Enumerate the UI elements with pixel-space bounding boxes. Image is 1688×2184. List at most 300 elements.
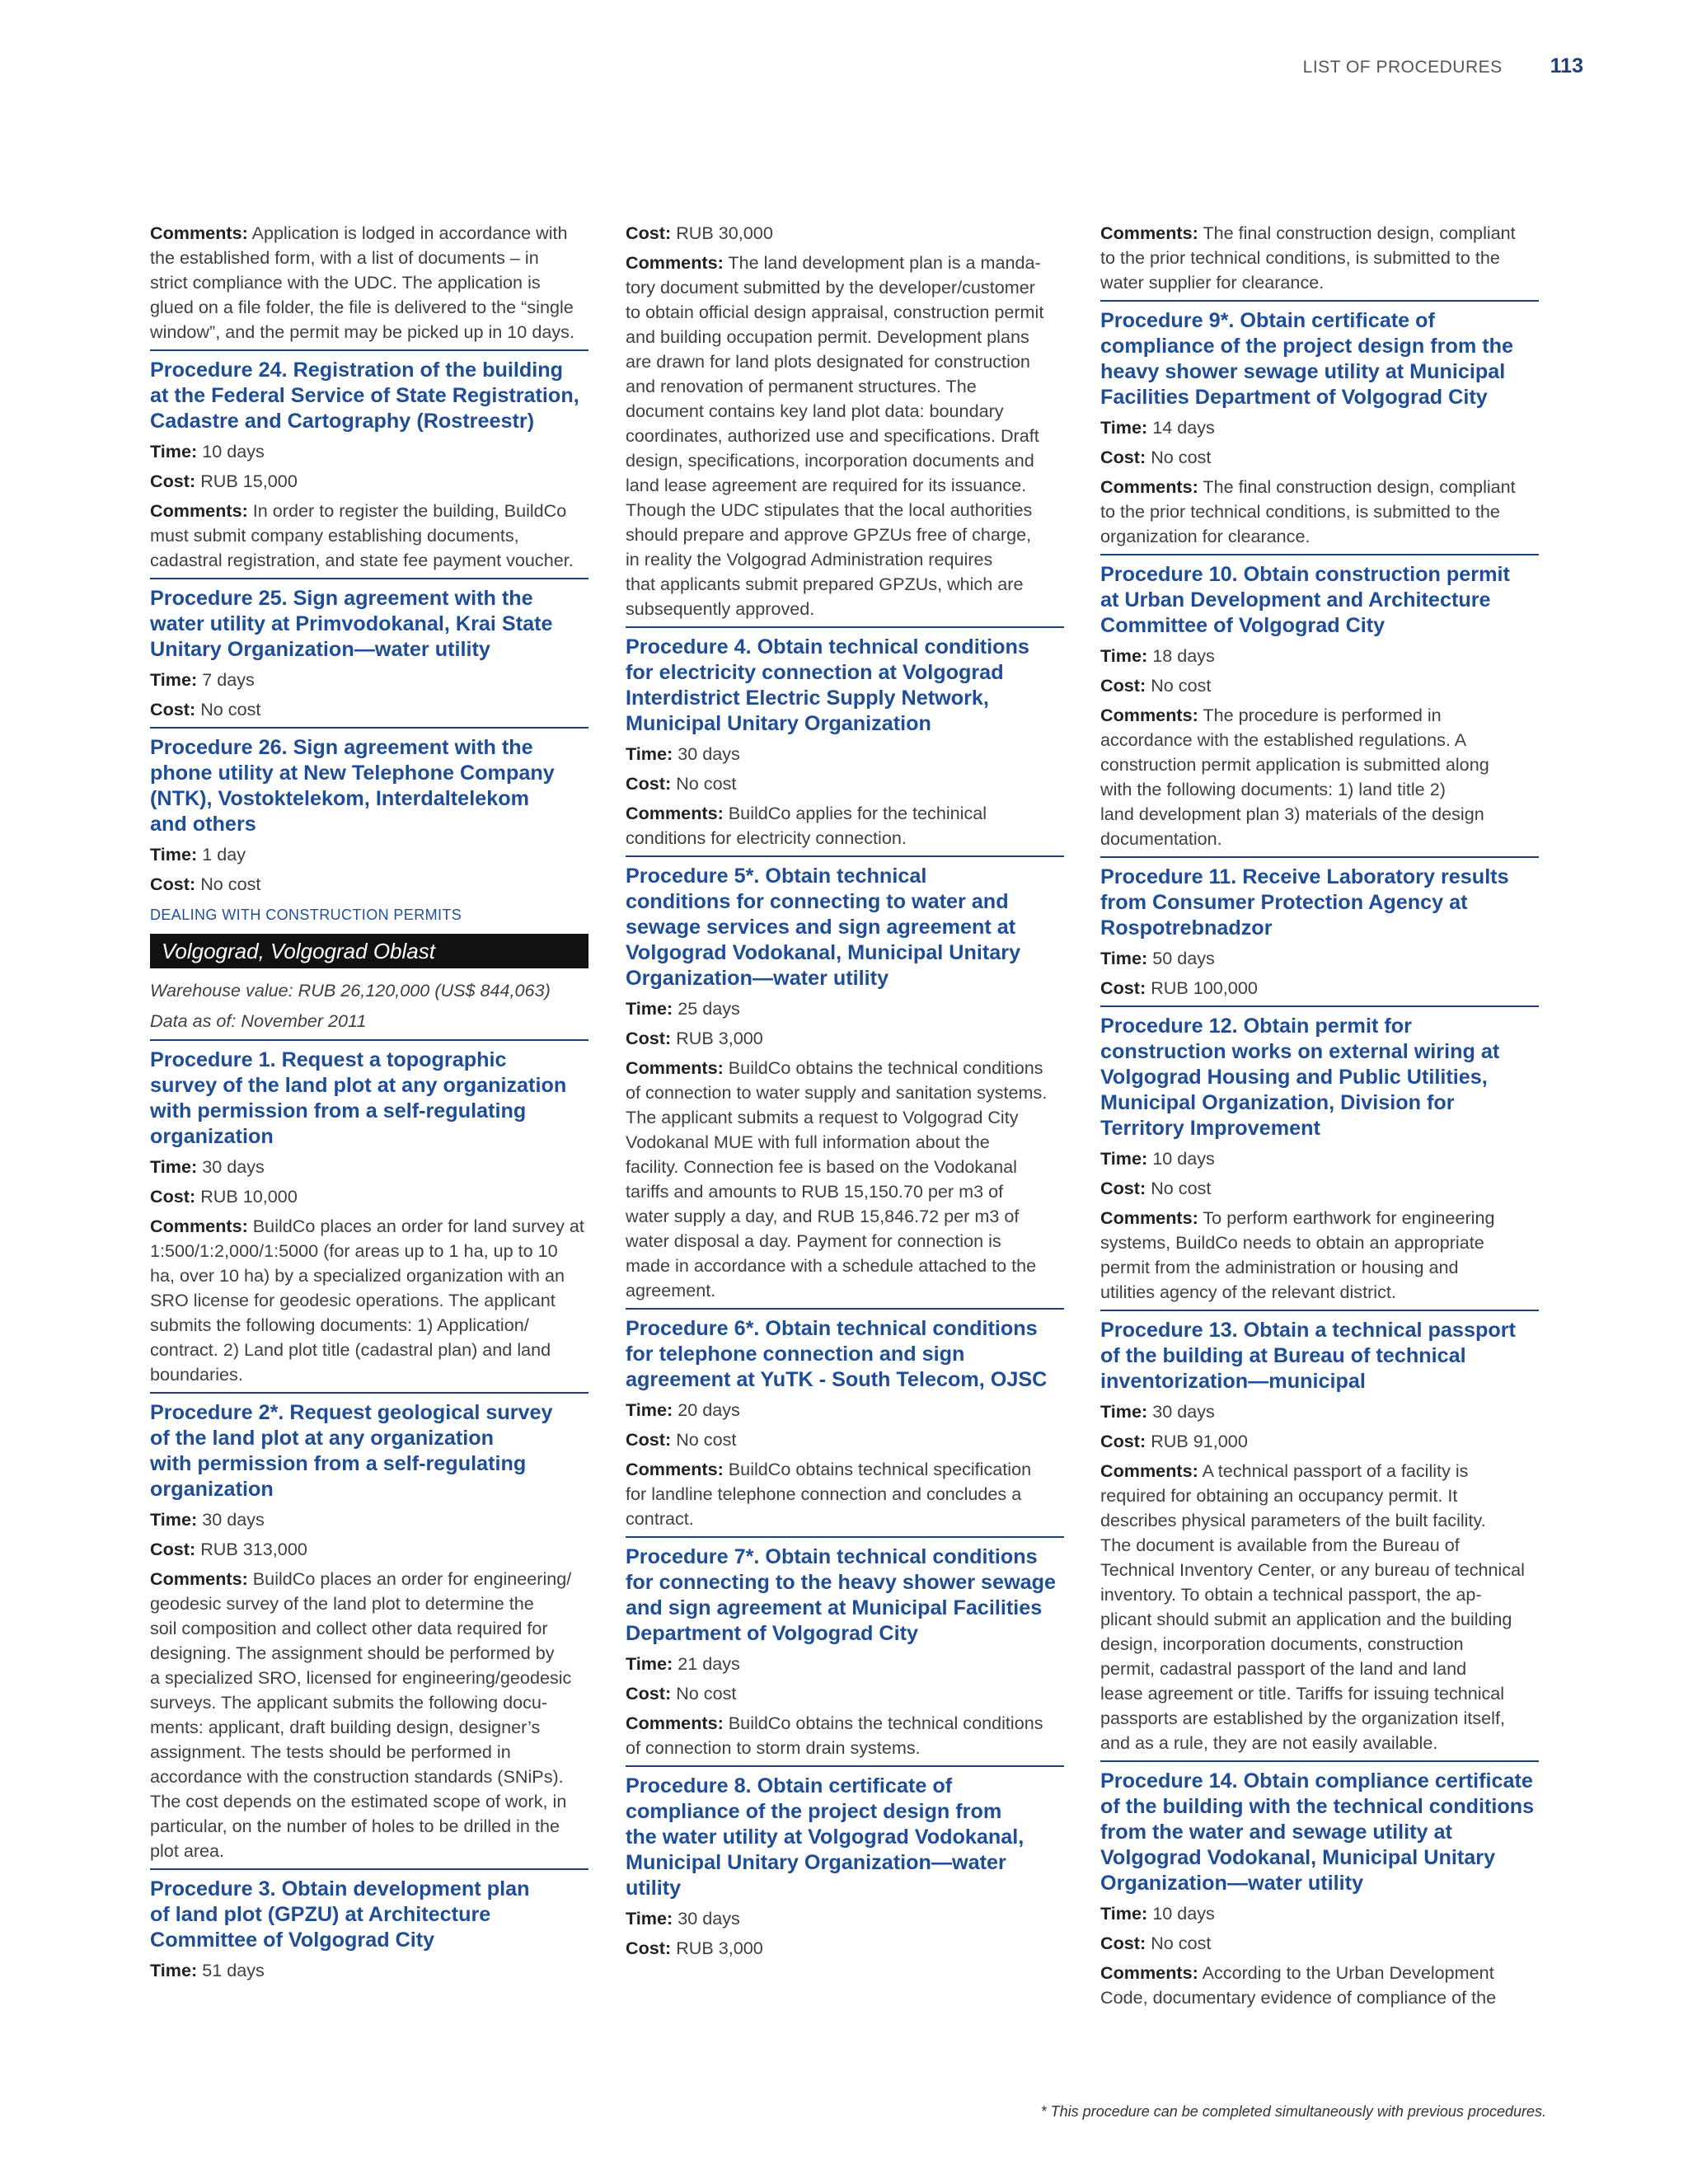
field-label: Cost: <box>626 223 672 243</box>
field-label: Time: <box>150 1509 198 1530</box>
text-line <box>626 325 1064 349</box>
procedure-heading-line: Organization—water utility <box>626 967 889 990</box>
text-column-1 <box>150 221 588 1988</box>
field-value: 30 days <box>202 1156 265 1177</box>
field-value: No cost <box>676 773 737 794</box>
cost-field <box>1100 1931 1539 1956</box>
time-field <box>626 742 1064 766</box>
text-line <box>626 275 1064 300</box>
field-label: Cost: <box>1100 1178 1146 1198</box>
procedure-heading-line: Municipal Organization, Division for <box>1100 1091 1455 1114</box>
field-label: Time: <box>150 441 198 462</box>
line-text: The applicant submits a request to Volgograd City <box>626 1107 1019 1127</box>
line-text: contract. 2) Land plot title (cadastral plan) and land <box>150 1339 551 1360</box>
line-text: and renovation of permanent structures. The <box>626 376 977 396</box>
text-line <box>626 1105 1064 1130</box>
line-text: BuildCo places an order for engineering/ <box>252 1568 572 1589</box>
field-label: Cost: <box>626 1938 672 1958</box>
field-label: Time: <box>1100 645 1148 666</box>
cost-field <box>1100 1176 1539 1201</box>
line-text: to the prior technical conditions, is submitted to the <box>1100 247 1500 268</box>
time-field <box>150 842 588 867</box>
text-line <box>150 320 588 344</box>
cost-field <box>626 771 1064 796</box>
line-text: the established form, with a list of documents – in <box>150 247 539 268</box>
line-text: conditions for electricity connection. <box>626 827 907 848</box>
line-text: surveys. The applicant submits the following docu- <box>150 1692 548 1713</box>
line-text: must submit company establishing documents, <box>150 525 519 546</box>
text-line <box>150 1641 588 1666</box>
field-label: Cost: <box>150 1186 196 1207</box>
text-line <box>1100 1230 1539 1255</box>
procedure-heading-line: Committee of Volgograd City <box>150 1929 435 1952</box>
line-text: systems, BuildCo needs to obtain an appropriate <box>1100 1232 1484 1253</box>
time-field <box>626 1906 1064 1931</box>
line-text: In order to register the building, BuildCo <box>252 500 567 521</box>
procedure-heading-line: Procedure 12. Obtain permit for <box>1100 1015 1412 1038</box>
procedure-heading-line: Procedure 1. Request a topographic <box>150 1048 507 1071</box>
procedure-heading-line: Interdistrict Electric Supply Network, <box>626 687 989 710</box>
line-text: tory document submitted by the developer/customer <box>626 277 1035 298</box>
field-label: Time: <box>1100 1148 1148 1169</box>
field-label: Cost: <box>1100 977 1146 998</box>
line-text: coordinates, authorized use and specifications. Draft <box>626 425 1039 446</box>
section-label: DEALING WITH CONSTRUCTION PERMITS <box>150 907 462 923</box>
procedure-heading <box>1100 554 1539 639</box>
procedure-heading <box>626 1765 1064 1901</box>
procedure-heading-line: (NTK), Vostoktelekom, Interdaltelekom <box>150 787 529 810</box>
line-text: a specialized SRO, licensed for engineering/geodesic <box>150 1667 572 1688</box>
field-value: 7 days <box>202 669 255 690</box>
line-text: required for obtaining an occupancy permit. It <box>1100 1485 1458 1506</box>
text-line <box>626 1080 1064 1105</box>
text-line <box>626 547 1064 572</box>
comments-paragraph <box>150 499 588 573</box>
text-line <box>626 1278 1064 1303</box>
line-text: design, specifications, incorporation documents and <box>626 450 1034 471</box>
procedure-heading-line: compliance of the project design from the <box>1100 335 1514 358</box>
line-text: that applicants submit prepared GPZUs, which are <box>626 574 1024 594</box>
procedure-heading-line: Unitary Organization—water utility <box>150 638 490 661</box>
field-label: Cost: <box>626 1429 672 1450</box>
line-text: contract. <box>626 1508 694 1529</box>
line-text: The document is available from the Bureau of <box>1100 1535 1460 1555</box>
procedure-heading-line: and sign agreement at Municipal Facilities <box>626 1596 1043 1619</box>
field-label: Comments: <box>1100 223 1198 243</box>
line-text: submits the following documents: 1) Application/ <box>150 1315 529 1335</box>
city-banner: Volgograd, Volgograd Oblast <box>150 934 588 968</box>
procedure-heading-line: of the building at Bureau of technical <box>1100 1344 1466 1367</box>
text-line <box>626 801 1064 826</box>
field-value: 21 days <box>678 1653 740 1674</box>
field-label: Cost: <box>1100 1431 1146 1451</box>
text-column-3 <box>1100 221 1539 2015</box>
procedure-heading-line: for telephone connection and sign <box>626 1343 965 1366</box>
text-line <box>150 1666 588 1690</box>
line-text: BuildCo places an order for land survey at <box>252 1216 584 1236</box>
line-text: to the prior technical conditions, is submitted to the <box>1100 501 1500 522</box>
line-text: A technical passport of a facility is <box>1202 1460 1469 1481</box>
line-text: and building occupation permit. Development plans <box>626 326 1029 347</box>
line-text: of connection to storm drain systems. <box>626 1737 921 1758</box>
text-line <box>1100 1558 1539 1582</box>
procedure-heading-line: construction works on external wiring at <box>1100 1040 1500 1063</box>
field-label: Time: <box>1100 417 1148 438</box>
field-label: Cost: <box>150 471 196 491</box>
cost-field <box>626 221 1064 246</box>
line-text: organization for clearance. <box>1100 526 1311 546</box>
procedure-heading-line: Volgograd Vodokanal, Municipal Unitary <box>626 941 1021 964</box>
field-label: Comments: <box>1100 476 1198 497</box>
line-text: and as a rule, they are not easily available. <box>1100 1732 1438 1753</box>
text-line <box>626 1155 1064 1179</box>
time-field <box>150 439 588 464</box>
field-value: RUB 30,000 <box>676 223 773 243</box>
line-text: The procedure is performed in <box>1203 705 1442 725</box>
line-text: BuildCo applies for the techinical <box>728 803 987 823</box>
text-line <box>1100 1582 1539 1607</box>
line-text: subsequently approved. <box>626 598 815 619</box>
time-field <box>150 668 588 692</box>
comments-paragraph <box>1100 703 1539 851</box>
procedure-heading-line: with permission from a self-regulating <box>150 1099 527 1122</box>
time-field <box>1100 644 1539 668</box>
field-label: Comments: <box>1100 1962 1198 1983</box>
procedure-heading <box>1100 1310 1539 1394</box>
time-field <box>626 1398 1064 1422</box>
line-text: water supplier for clearance. <box>1100 272 1325 293</box>
line-text: window”, and the permit may be picked up in 10 days. <box>150 321 574 342</box>
field-label: Cost: <box>150 874 196 894</box>
line-text: passports are established by the organization itself, <box>1100 1708 1505 1728</box>
procedure-heading <box>626 1536 1064 1647</box>
procedure-heading-line: for electricity connection at Volgograd <box>626 661 1004 684</box>
field-label: Cost: <box>626 773 672 794</box>
field-label: Comments: <box>1100 1460 1198 1481</box>
cost-field <box>150 469 588 494</box>
text-line <box>1100 1731 1539 1755</box>
field-value: RUB 3,000 <box>676 1938 763 1958</box>
line-text: design, incorporation documents, construction <box>1100 1633 1464 1654</box>
field-label: Comments: <box>1100 705 1198 725</box>
field-label: Comments: <box>150 223 248 243</box>
procedure-heading-line: Procedure 26. Sign agreement with the <box>150 736 533 759</box>
text-line <box>626 374 1064 399</box>
field-value: 14 days <box>1152 417 1215 438</box>
line-text: agreement. <box>626 1280 716 1301</box>
text-line <box>1100 1459 1539 1483</box>
text-line <box>626 399 1064 424</box>
field-label: Comments: <box>150 1568 248 1589</box>
cost-field <box>1100 673 1539 698</box>
text-line <box>150 221 588 246</box>
time-field <box>150 1155 588 1179</box>
field-label: Time: <box>1100 1903 1148 1924</box>
text-line <box>150 1288 588 1313</box>
field-label: Comments: <box>1100 1207 1198 1228</box>
cost-field <box>150 1537 588 1562</box>
line-text: water supply a day, and RUB 15,846.72 per m3 of <box>626 1206 1020 1226</box>
line-text: glued on a file folder, the file is delivered to the “single <box>150 297 574 317</box>
comments-paragraph <box>1100 475 1539 549</box>
procedure-heading-line: Procedure 3. Obtain development plan <box>150 1877 530 1900</box>
footnote: * This procedure can be completed simultaneously with previous procedures. <box>1040 2103 1546 2120</box>
text-line <box>1100 1681 1539 1706</box>
text-line <box>626 473 1064 498</box>
procedure-heading-line: organization <box>150 1478 274 1501</box>
field-label: Time: <box>1100 1401 1148 1422</box>
field-label: Cost: <box>1100 1933 1146 1953</box>
procedure-heading-line: Cadastre and Cartography (Rostreestr) <box>150 410 535 433</box>
procedure-heading-line: water utility at Primvodokanal, Krai State <box>150 612 553 635</box>
procedure-heading-line: survey of the land plot at any organization <box>150 1074 567 1097</box>
text-line <box>150 1591 588 1616</box>
line-text: Code, documentary evidence of compliance of the <box>1100 1987 1497 2008</box>
time-field <box>1100 1399 1539 1424</box>
procedure-heading-line: and others <box>150 813 256 836</box>
procedure-heading-line: the water utility at Volgograd Vodokanal, <box>626 1825 1025 1849</box>
line-text: Technical Inventory Center, or any bureau of technical <box>1100 1559 1525 1580</box>
procedure-heading-line: Procedure 24. Registration of the building <box>150 359 564 382</box>
procedure-heading <box>150 578 588 663</box>
field-value: 30 days <box>202 1509 265 1530</box>
procedure-heading <box>1100 856 1539 941</box>
field-label: Cost: <box>150 1539 196 1559</box>
cost-field <box>1100 976 1539 1001</box>
text-line <box>1100 1706 1539 1731</box>
procedure-heading-line: Organization—water utility <box>1100 1872 1364 1895</box>
field-value: No cost <box>1151 1178 1212 1198</box>
cost-field <box>150 697 588 722</box>
procedure-heading-line: Procedure 11. Receive Laboratory results <box>1100 865 1509 888</box>
text-line <box>1100 703 1539 728</box>
text-line <box>626 1482 1064 1507</box>
text-line <box>150 1715 588 1740</box>
text-line <box>1100 1657 1539 1681</box>
field-value: 30 days <box>1152 1401 1215 1422</box>
procedure-heading <box>1100 300 1539 410</box>
procedure-heading <box>1100 1005 1539 1141</box>
procedure-heading-line: Facilities Department of Volgograd City <box>1100 386 1488 409</box>
field-value: 18 days <box>1152 645 1215 666</box>
field-value: RUB 15,000 <box>200 471 298 491</box>
procedure-heading-line: of the land plot at any organization <box>150 1427 494 1450</box>
procedure-heading-line: from the water and sewage utility at <box>1100 1821 1452 1844</box>
text-line <box>150 1214 588 1239</box>
field-label: Comments: <box>626 1057 724 1078</box>
field-value: RUB 100,000 <box>1151 977 1258 998</box>
text-line <box>626 597 1064 621</box>
line-text: describes physical parameters of the built facility. <box>1100 1510 1486 1530</box>
text-line <box>1100 1280 1539 1305</box>
cost-field <box>1100 1429 1539 1454</box>
line-text: BuildCo obtains the technical conditions <box>728 1713 1043 1733</box>
procedure-heading-line: Committee of Volgograd City <box>1100 614 1386 637</box>
procedure-heading-line: Procedure 7*. Obtain technical conditions <box>626 1545 1038 1568</box>
procedure-heading-line: heavy shower sewage utility at Municipal <box>1100 360 1506 383</box>
procedure-heading-line: agreement at YuTK - South Telecom, OJSC <box>626 1368 1048 1391</box>
text-line <box>150 1338 588 1362</box>
text-line <box>150 1263 588 1288</box>
line-text: BuildCo obtains technical specification <box>728 1459 1032 1479</box>
line-text: of connection to water supply and sanitation systems. <box>626 1082 1048 1103</box>
cost-field <box>150 872 588 897</box>
text-line <box>626 1711 1064 1736</box>
procedure-heading-line: Procedure 25. Sign agreement with the <box>150 587 533 610</box>
procedure-heading-line: Municipal Unitary Organization <box>626 712 931 735</box>
line-text: inventory. To obtain a technical passport, the ap- <box>1100 1584 1482 1605</box>
cost-field <box>626 1936 1064 1961</box>
field-value: No cost <box>1151 447 1212 467</box>
text-line <box>150 1362 588 1387</box>
procedure-heading-line: organization <box>150 1125 274 1148</box>
procedure-heading-line: Procedure 5*. Obtain technical <box>626 865 927 888</box>
text-line <box>626 349 1064 374</box>
cost-field <box>150 1184 588 1209</box>
line-text: for landline telephone connection and concludes a <box>626 1483 1022 1504</box>
text-line <box>1100 524 1539 549</box>
text-line <box>150 1690 588 1715</box>
text-line <box>1100 777 1539 802</box>
comments-paragraph <box>626 251 1064 621</box>
text-line <box>150 1239 588 1263</box>
line-text: ments: applicant, draft building design, designer’s <box>150 1717 541 1737</box>
procedure-heading-line: conditions for connecting to water and <box>626 890 1009 913</box>
field-value: 30 days <box>678 1908 740 1929</box>
comments-paragraph <box>626 1457 1064 1531</box>
text-line <box>626 1179 1064 1204</box>
field-label: Comments: <box>626 252 724 273</box>
line-text: construction permit application is submitted along <box>1100 754 1489 775</box>
procedure-heading-line: utility <box>626 1877 682 1900</box>
procedure-heading-line: Volgograd Vodokanal, Municipal Unitary <box>1100 1846 1496 1869</box>
text-line <box>1100 1533 1539 1558</box>
field-value: No cost <box>676 1429 737 1450</box>
field-value: No cost <box>1151 1933 1212 1953</box>
time-field <box>1100 946 1539 971</box>
time-field <box>1100 1146 1539 1171</box>
text-line <box>626 300 1064 325</box>
comments-paragraph <box>1100 1961 1539 2010</box>
procedure-heading-line: Procedure 9*. Obtain certificate of <box>1100 309 1435 332</box>
procedure-heading-line: Procedure 6*. Obtain technical conditions <box>626 1317 1038 1340</box>
procedure-heading <box>626 855 1064 991</box>
text-line <box>150 548 588 573</box>
time-field <box>626 996 1064 1021</box>
field-label: Time: <box>150 844 198 865</box>
time-field <box>626 1652 1064 1676</box>
field-label: Time: <box>150 1156 198 1177</box>
time-field <box>150 1958 588 1983</box>
section-running-title: LIST OF PROCEDURES <box>1302 58 1503 77</box>
field-value: 30 days <box>678 743 740 764</box>
line-text: made in accordance with a schedule attached to the <box>626 1255 1037 1276</box>
text-line <box>626 1736 1064 1760</box>
field-value: 20 days <box>678 1399 740 1420</box>
field-label: Time: <box>626 743 673 764</box>
field-label: Time: <box>626 1653 673 1674</box>
text-line <box>626 498 1064 523</box>
line-text: accordance with the construction standards (SNiPs). <box>150 1766 564 1787</box>
text-line <box>626 826 1064 851</box>
line-text: boundaries. <box>150 1364 243 1385</box>
text-line <box>1100 827 1539 851</box>
comments-paragraph <box>626 1711 1064 1760</box>
text-line <box>1100 1255 1539 1280</box>
field-value: 10 days <box>1152 1148 1215 1169</box>
comments-paragraph <box>150 221 588 344</box>
procedure-heading-line: at the Federal Service of State Registration, <box>150 384 579 407</box>
line-text: The cost depends on the estimated scope of work, in <box>150 1791 567 1811</box>
text-line <box>626 523 1064 547</box>
field-label: Comments: <box>626 1713 724 1733</box>
procedure-heading-line: phone utility at New Telephone Company <box>150 762 555 785</box>
text-line <box>1100 1607 1539 1632</box>
line-text: permit from the administration or housing and <box>1100 1257 1459 1277</box>
text-line <box>1100 246 1539 270</box>
text-line <box>150 270 588 295</box>
line-text: water disposal a day. Payment for connection is <box>626 1230 1001 1251</box>
field-value: 10 days <box>202 441 265 462</box>
comments-paragraph <box>150 1214 588 1387</box>
procedure-heading-line: Procedure 4. Obtain technical conditions <box>626 635 1029 658</box>
meta-line: Warehouse value: RUB 26,120,000 (US$ 844,063) <box>150 980 551 1001</box>
text-line <box>1100 221 1539 246</box>
field-label: Comments: <box>626 1459 724 1479</box>
comments-paragraph <box>626 801 1064 851</box>
line-text: land lease agreement are required for its issuance. <box>626 475 1027 495</box>
text-line <box>1100 270 1539 295</box>
procedure-heading <box>150 349 588 434</box>
text-line <box>626 572 1064 597</box>
line-text: tariffs and amounts to RUB 15,150.70 per m3 of <box>626 1181 1004 1202</box>
text-line <box>626 1507 1064 1531</box>
text-line <box>150 1765 588 1789</box>
field-label: Time: <box>626 998 673 1019</box>
text-line <box>1100 499 1539 524</box>
line-text: are drawn for land plots designated for construction <box>626 351 1030 372</box>
line-text: permit, cadastral passport of the land and land <box>1100 1658 1467 1679</box>
line-text: with the following documents: 1) land title 2) <box>1100 779 1446 799</box>
procedure-heading-line: Municipal Unitary Organization—water <box>626 1851 1006 1874</box>
cost-field <box>1100 445 1539 470</box>
line-text: geodesic survey of the land plot to determine the <box>150 1593 534 1614</box>
cost-field <box>626 1427 1064 1452</box>
field-label: Cost: <box>150 699 196 719</box>
field-label: Cost: <box>1100 447 1146 467</box>
text-line <box>150 1839 588 1863</box>
line-text: soil composition and collect other data required for <box>150 1618 548 1638</box>
page-header <box>1303 54 1583 78</box>
field-value: No cost <box>200 874 261 894</box>
line-text: in reality the Volgograd Administration requires <box>626 549 993 569</box>
text-line <box>626 1130 1064 1155</box>
procedure-heading <box>626 626 1064 737</box>
field-value: 51 days <box>202 1960 265 1980</box>
text-line <box>150 1789 588 1814</box>
text-line <box>1100 475 1539 499</box>
field-value: No cost <box>676 1683 737 1704</box>
time-field <box>1100 1901 1539 1926</box>
field-label: Comments: <box>626 803 724 823</box>
comments-paragraph <box>1100 1459 1539 1755</box>
text-line <box>150 246 588 270</box>
procedure-heading-line: of the building with the technical conditions <box>1100 1795 1535 1818</box>
procedure-heading-line: compliance of the project design from <box>626 1800 1002 1823</box>
field-label: Time: <box>626 1399 673 1420</box>
procedure-heading-line: Volgograd Housing and Public Utilities, <box>1100 1066 1488 1089</box>
field-label: Time: <box>626 1908 673 1929</box>
